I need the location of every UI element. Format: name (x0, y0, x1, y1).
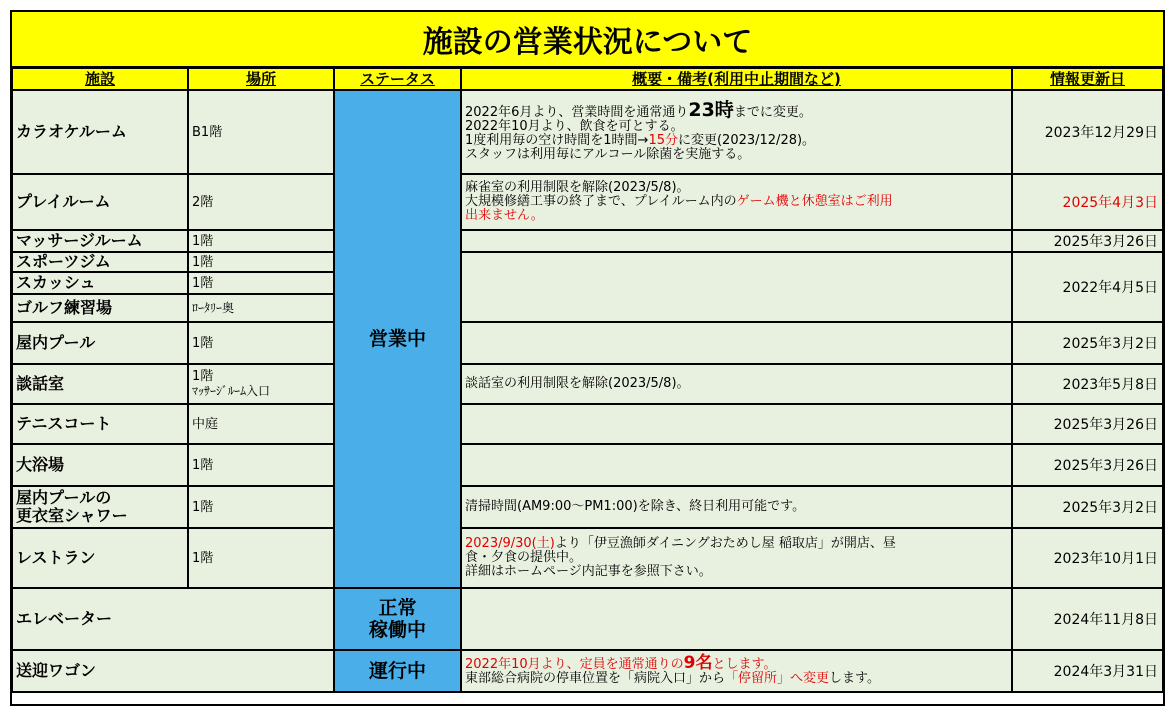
row-elevator-date: 2024年11月8日 (1012, 588, 1163, 650)
row-shower-notes (461, 486, 1012, 528)
row-restaurant-location: 1階 (188, 528, 334, 588)
note-highlight: とします。 (712, 657, 777, 672)
row-karaoke-location: B1階 (188, 90, 334, 174)
header-updated: 情報更新日 (1012, 68, 1163, 90)
note-line: 食・夕食の提供中。 (465, 550, 583, 565)
row-tennis-date: 2025年3月26日 (1012, 404, 1163, 444)
row-karaoke-name: カラオケルーム (12, 90, 188, 174)
note-line: スタッフは利用毎にアルコール除菌を実施する。 (465, 146, 751, 162)
row-lounge-date: 2023年5月8日 (1012, 364, 1163, 404)
note-highlight: ゲーム機と休憩室はご利用 (736, 194, 893, 209)
row-restaurant-date: 2023年10月1日 (1012, 528, 1163, 588)
row-karaoke-date: 2023年12月29日 (1012, 90, 1163, 174)
row-playroom-notes (461, 174, 1012, 230)
note-line: 2022年10月より、飲食を可とする。 (465, 118, 684, 134)
lounge-location-line2: ﾏｯｻｰｼﾞﾙｰﾑ入口 (192, 384, 271, 398)
row-pool-date: 2025年3月2日 (1012, 322, 1163, 364)
note-line (465, 653, 1011, 673)
note-line: 詳細はホームページ内記事を参照下さい。 (465, 564, 712, 579)
row-wagon-notes (461, 650, 1012, 692)
header-facility: 施設 (12, 68, 188, 90)
facility-status-sheet (10, 10, 1165, 706)
status-elevator-line2: 稼働中 (368, 619, 426, 641)
note-line (465, 195, 1011, 209)
row-restaurant-notes (461, 528, 1012, 588)
row-tennis-name: テニスコート (12, 404, 188, 444)
note-text: 東部総合病院の停車位置を「病院入口」から (465, 671, 726, 686)
row-gym-name: スポーツジム (12, 252, 188, 272)
note-line: 出来ません。 (465, 208, 544, 223)
note-highlight: 「停留所」へ変更 (725, 671, 830, 686)
note-text: より「伊豆漁師ダイニングおためし屋 稲取店」が開店、昼 (554, 536, 896, 551)
row-shower-name (12, 486, 188, 528)
note-text: までに変更。 (733, 104, 812, 120)
row-group-notes (461, 252, 1012, 322)
row-golf-name: ゴルフ練習場 (12, 294, 188, 322)
row-bath-date: 2025年3月26日 (1012, 444, 1163, 486)
row-shower-date: 2025年3月2日 (1012, 486, 1163, 528)
note-highlight: 2023/9/30(土) (465, 536, 555, 551)
row-group-date: 2022年4月5日 (1012, 252, 1163, 322)
row-squash-location: 1階 (188, 272, 334, 294)
row-elevator-name: エレベーター (12, 588, 334, 650)
row-pool-name: 屋内プール (12, 322, 188, 364)
row-tennis-location: 中庭 (188, 404, 334, 444)
row-lounge-notes (461, 364, 1012, 404)
row-wagon-date: 2024年3月31日 (1012, 650, 1163, 692)
note-emphasis: 9名 (683, 653, 713, 673)
note-line: 麻雀室の利用制限を解除(2023/5/8)。 (465, 180, 690, 195)
note-highlight: 2022年10月より、定員を通常通りの (465, 657, 684, 672)
shower-name-line1: 屋内プールの (16, 488, 112, 507)
header-location: 場所 (188, 68, 334, 90)
row-gym-location: 1階 (188, 252, 334, 272)
row-massage-name: マッサージルーム (12, 230, 188, 252)
note-line (465, 672, 1011, 686)
status-wagon-cell: 運行中 (334, 650, 461, 692)
status-elevator-cell (334, 588, 461, 650)
note-line (465, 537, 1011, 551)
row-squash-name: スカッシュ (12, 272, 188, 294)
row-bath-location: 1階 (188, 444, 334, 486)
row-massage-notes (461, 230, 1012, 252)
header-status: ステータス (334, 68, 461, 90)
lounge-location-line1: 1階 (192, 369, 214, 384)
row-playroom-date: 2025年4月3日 (1012, 174, 1163, 230)
row-massage-date: 2025年3月26日 (1012, 230, 1163, 252)
row-tennis-notes (461, 404, 1012, 444)
row-restaurant-name: レストラン (12, 528, 188, 588)
note-text: します。 (829, 671, 880, 686)
note-text: に変更(2023/12/28)。 (677, 132, 816, 148)
row-pool-notes (461, 322, 1012, 364)
bottom-blank-row (12, 692, 1163, 704)
status-open-cell: 営業中 (334, 90, 461, 588)
row-pool-location: 1階 (188, 322, 334, 364)
row-lounge-name: 談話室 (12, 364, 188, 404)
note-line (465, 98, 1011, 121)
shower-name-line2: 更衣室シャワー (16, 506, 128, 525)
row-massage-location: 1階 (188, 230, 334, 252)
note-highlight: 15分 (648, 132, 678, 148)
status-elevator-line1: 正常 (378, 597, 417, 619)
header-notes: 概要・備考(利用中止期間など) (461, 68, 1012, 90)
row-golf-location: ﾛｰﾀﾘｰ奥 (188, 294, 334, 322)
row-shower-location: 1階 (188, 486, 334, 528)
page-title: 施設の営業状況について (12, 12, 1163, 68)
note-text: 大規模修繕工事の終了まで、プレイルーム内の (465, 194, 737, 209)
row-elevator-notes (461, 588, 1012, 650)
row-wagon-name: 送迎ワゴン (12, 650, 334, 692)
row-karaoke-notes (461, 90, 1012, 174)
note-line (465, 134, 1011, 148)
row-bath-notes (461, 444, 1012, 486)
note-emphasis: 23時 (688, 98, 734, 121)
note-line: 談話室の利用制限を解除(2023/5/8)。 (465, 376, 690, 391)
row-playroom-location: 2階 (188, 174, 334, 230)
row-playroom-name: プレイルーム (12, 174, 188, 230)
note-text: 2022年6月より、営業時間を通常通り (465, 104, 689, 120)
row-lounge-location (188, 364, 334, 404)
row-bath-name: 大浴場 (12, 444, 188, 486)
note-line: 清掃時間(AM9:00～PM1:00)を除き、終日利用可能です。 (465, 499, 806, 514)
note-text: 1度利用毎の空け時間を1時間→ (465, 132, 649, 148)
